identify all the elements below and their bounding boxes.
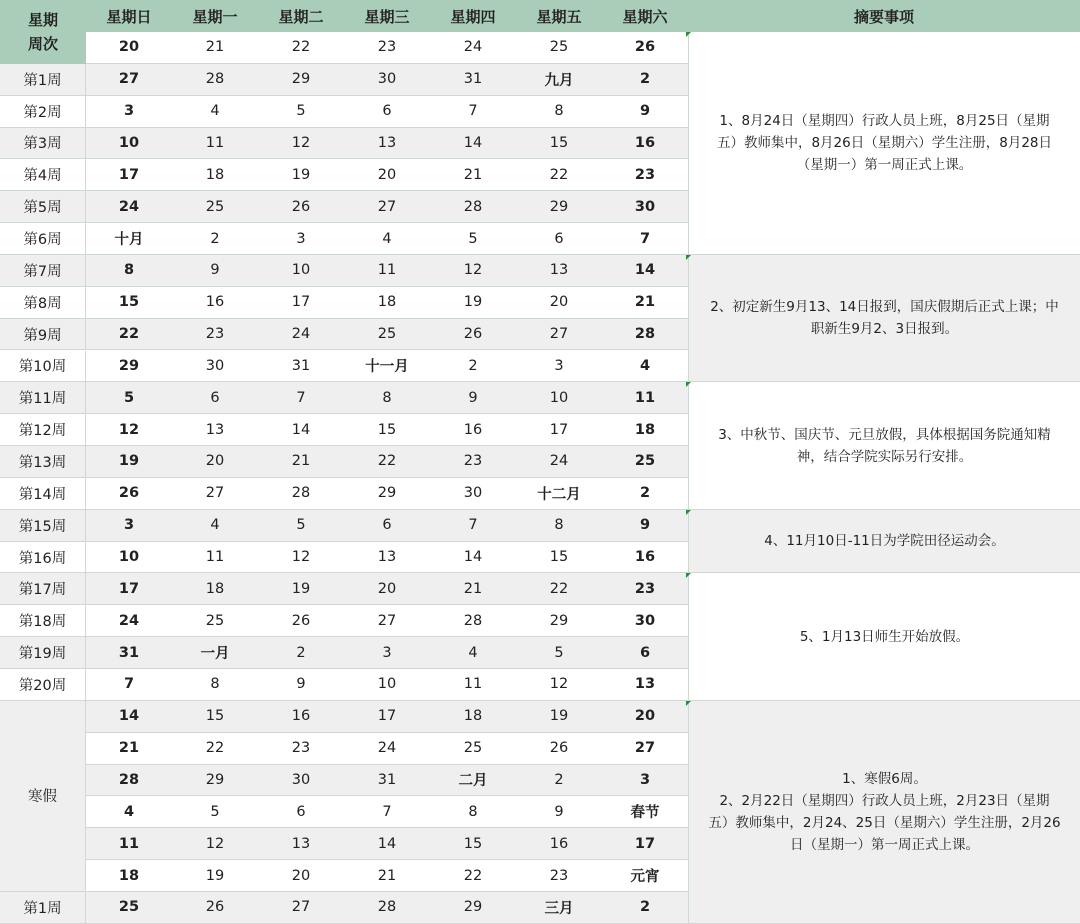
day-cell: 24 <box>516 446 602 478</box>
day-cell: 12 <box>172 828 258 860</box>
day-cell: 11 <box>172 128 258 160</box>
day-cell: 5 <box>258 96 344 128</box>
day-cell: 23 <box>430 446 516 478</box>
day-cell: 9 <box>172 255 258 287</box>
day-cell: 15 <box>516 542 602 574</box>
day-cell: 6 <box>516 223 602 255</box>
day-cell: 22 <box>344 446 430 478</box>
day-cell: 23 <box>172 319 258 351</box>
day-cell: 27 <box>258 892 344 924</box>
day-cell: 21 <box>602 287 688 319</box>
day-cell: 22 <box>516 159 602 191</box>
day-cell: 25 <box>344 319 430 351</box>
week-label: 第10周 <box>0 351 86 383</box>
week-label: 第19周 <box>0 637 86 669</box>
day-cell: 4 <box>172 510 258 542</box>
day-cell: 28 <box>430 191 516 223</box>
day-cell: 19 <box>258 573 344 605</box>
day-cell: 4 <box>602 351 688 383</box>
day-cell: 8 <box>516 96 602 128</box>
day-cell: 12 <box>86 414 172 446</box>
day-cell: 二月 <box>430 765 516 797</box>
day-cell: 30 <box>602 191 688 223</box>
comment-marker-icon <box>686 701 691 706</box>
day-cell: 28 <box>86 765 172 797</box>
day-cell: 26 <box>172 892 258 924</box>
summary-note: 1、寒假6周。 2、2月22日（星期四）行政人员上班，2月23日（星期 五）教师集中，2月24、25日（星期六）学生注册，2月26 日（星期一）第一周正式上课。 <box>688 701 1080 924</box>
day-cell: 19 <box>516 701 602 733</box>
comment-marker-icon <box>686 573 691 578</box>
day-cell: 十一月 <box>344 351 430 383</box>
day-cell: 12 <box>516 669 602 701</box>
day-cell: 15 <box>516 128 602 160</box>
day-cell: 25 <box>602 446 688 478</box>
summary-note: 1、8月24日（星期四）行政人员上班，8月25日（星期 五）教师集中，8月26日（星期六）学生注册，8月28日 （星期一）第一周正式上课。 <box>688 32 1080 255</box>
summary-note: 2、初定新生9月13、14日报到，国庆假期后正式上课；中 职新生9月2、3日报到。 <box>688 255 1080 382</box>
day-cell: 16 <box>430 414 516 446</box>
day-cell: 11 <box>344 255 430 287</box>
day-cell: 20 <box>344 159 430 191</box>
header-day: 星期四 <box>430 0 516 32</box>
day-cell: 22 <box>516 573 602 605</box>
comment-marker-icon <box>686 382 691 387</box>
day-cell: 2 <box>602 64 688 96</box>
day-cell: 17 <box>602 828 688 860</box>
week-label: 第18周 <box>0 605 86 637</box>
day-cell: 22 <box>258 32 344 64</box>
day-cell: 25 <box>430 733 516 765</box>
day-cell: 29 <box>430 892 516 924</box>
day-cell: 3 <box>602 765 688 797</box>
day-cell: 6 <box>602 637 688 669</box>
day-cell: 26 <box>602 32 688 64</box>
day-cell: 31 <box>430 64 516 96</box>
day-cell: 21 <box>430 159 516 191</box>
week-label: 第3周 <box>0 128 86 160</box>
day-cell: 2 <box>602 892 688 924</box>
day-cell: 28 <box>258 478 344 510</box>
week-label: 第5周 <box>0 191 86 223</box>
day-cell: 4 <box>86 796 172 828</box>
day-cell: 20 <box>172 446 258 478</box>
day-cell: 16 <box>172 287 258 319</box>
day-cell: 6 <box>172 382 258 414</box>
day-cell: 11 <box>430 669 516 701</box>
day-cell: 14 <box>430 542 516 574</box>
day-cell: 29 <box>86 351 172 383</box>
day-cell: 9 <box>516 796 602 828</box>
day-cell: 17 <box>344 701 430 733</box>
day-cell: 25 <box>172 605 258 637</box>
header-day: 星期三 <box>344 0 430 32</box>
week-label: 第11周 <box>0 382 86 414</box>
summary-note: 5、1月13日师生开始放假。 <box>688 573 1080 700</box>
day-cell: 18 <box>430 701 516 733</box>
day-cell: 26 <box>430 319 516 351</box>
day-cell: 13 <box>344 542 430 574</box>
day-cell: 20 <box>516 287 602 319</box>
week-label: 第1周 <box>0 892 86 924</box>
day-cell: 29 <box>172 765 258 797</box>
day-cell: 17 <box>86 159 172 191</box>
day-cell: 17 <box>86 573 172 605</box>
day-cell: 8 <box>516 510 602 542</box>
day-cell: 13 <box>172 414 258 446</box>
day-cell: 23 <box>516 860 602 892</box>
day-cell: 15 <box>86 287 172 319</box>
day-cell: 24 <box>86 191 172 223</box>
day-cell: 16 <box>602 542 688 574</box>
week-label: 第2周 <box>0 96 86 128</box>
day-cell: 8 <box>430 796 516 828</box>
day-cell: 25 <box>172 191 258 223</box>
day-cell: 10 <box>516 382 602 414</box>
day-cell: 21 <box>86 733 172 765</box>
day-cell: 28 <box>172 64 258 96</box>
day-cell: 19 <box>430 287 516 319</box>
day-cell: 一月 <box>172 637 258 669</box>
day-cell: 30 <box>258 765 344 797</box>
day-cell: 3 <box>344 637 430 669</box>
day-cell: 21 <box>258 446 344 478</box>
day-cell: 9 <box>602 96 688 128</box>
day-cell: 27 <box>344 605 430 637</box>
header-day: 星期六 <box>602 0 688 32</box>
week-label: 第8周 <box>0 287 86 319</box>
day-cell: 10 <box>86 128 172 160</box>
day-cell: 18 <box>344 287 430 319</box>
day-cell: 22 <box>430 860 516 892</box>
day-cell: 24 <box>344 733 430 765</box>
day-cell: 18 <box>172 573 258 605</box>
day-cell: 29 <box>258 64 344 96</box>
week-label: 第7周 <box>0 255 86 287</box>
day-cell: 6 <box>258 796 344 828</box>
day-cell: 5 <box>258 510 344 542</box>
day-cell: 30 <box>430 478 516 510</box>
day-cell: 26 <box>86 478 172 510</box>
day-cell: 3 <box>516 351 602 383</box>
day-cell: 18 <box>602 414 688 446</box>
day-cell: 26 <box>258 605 344 637</box>
day-cell: 19 <box>172 860 258 892</box>
week-label: 第15周 <box>0 510 86 542</box>
day-cell: 27 <box>86 64 172 96</box>
day-cell: 7 <box>258 382 344 414</box>
corner-weekday-label: 星期 <box>27 10 58 29</box>
day-cell: 3 <box>86 510 172 542</box>
day-cell: 18 <box>172 159 258 191</box>
day-cell: 4 <box>172 96 258 128</box>
day-cell: 20 <box>258 860 344 892</box>
day-cell: 10 <box>344 669 430 701</box>
day-cell: 7 <box>344 796 430 828</box>
week-label: 第9周 <box>0 319 86 351</box>
day-cell: 8 <box>172 669 258 701</box>
day-cell: 27 <box>344 191 430 223</box>
day-cell: 13 <box>602 669 688 701</box>
day-cell: 2 <box>258 637 344 669</box>
day-cell: 7 <box>430 510 516 542</box>
day-cell: 24 <box>86 605 172 637</box>
day-cell: 8 <box>86 255 172 287</box>
day-cell: 14 <box>344 828 430 860</box>
day-cell: 27 <box>602 733 688 765</box>
day-cell: 29 <box>516 191 602 223</box>
day-cell: 十二月 <box>516 478 602 510</box>
day-cell: 24 <box>258 319 344 351</box>
day-cell: 11 <box>86 828 172 860</box>
week-label: 第14周 <box>0 478 86 510</box>
day-cell: 19 <box>258 159 344 191</box>
day-cell: 3 <box>258 223 344 255</box>
day-cell: 10 <box>86 542 172 574</box>
corner-week-label: 周次 <box>27 34 58 53</box>
week-label: 第13周 <box>0 446 86 478</box>
day-cell: 27 <box>516 319 602 351</box>
day-cell: 5 <box>430 223 516 255</box>
day-cell: 15 <box>430 828 516 860</box>
day-cell: 28 <box>602 319 688 351</box>
day-cell: 23 <box>602 159 688 191</box>
day-cell: 6 <box>344 96 430 128</box>
header-day: 星期日 <box>86 0 172 32</box>
day-cell: 13 <box>258 828 344 860</box>
day-cell: 5 <box>86 382 172 414</box>
day-cell: 7 <box>430 96 516 128</box>
day-cell: 31 <box>344 765 430 797</box>
day-cell: 22 <box>172 733 258 765</box>
day-cell: 7 <box>602 223 688 255</box>
day-cell: 25 <box>516 32 602 64</box>
day-cell: 7 <box>86 669 172 701</box>
day-cell: 28 <box>344 892 430 924</box>
header-summary: 摘要事项 <box>688 0 1080 32</box>
day-cell: 16 <box>602 128 688 160</box>
day-cell: 10 <box>258 255 344 287</box>
day-cell: 12 <box>258 128 344 160</box>
day-cell: 13 <box>516 255 602 287</box>
week-label: 第12周 <box>0 414 86 446</box>
week-label: 第16周 <box>0 542 86 574</box>
day-cell: 20 <box>86 32 172 64</box>
day-cell: 26 <box>516 733 602 765</box>
week-label: 第20周 <box>0 669 86 701</box>
winter-break-label: 寒假 <box>0 701 86 892</box>
day-cell: 12 <box>430 255 516 287</box>
week-label: 第6周 <box>0 223 86 255</box>
day-cell: 3 <box>86 96 172 128</box>
comment-marker-icon <box>686 255 691 260</box>
day-cell: 6 <box>344 510 430 542</box>
day-cell: 9 <box>602 510 688 542</box>
day-cell: 16 <box>516 828 602 860</box>
day-cell: 十月 <box>86 223 172 255</box>
day-cell: 24 <box>430 32 516 64</box>
day-cell: 11 <box>602 382 688 414</box>
header-corner <box>0 0 86 64</box>
day-cell: 2 <box>430 351 516 383</box>
day-cell: 25 <box>86 892 172 924</box>
day-cell: 13 <box>344 128 430 160</box>
day-cell: 17 <box>516 414 602 446</box>
day-cell: 14 <box>258 414 344 446</box>
day-cell: 20 <box>344 573 430 605</box>
day-cell: 元宵 <box>602 860 688 892</box>
day-cell: 20 <box>602 701 688 733</box>
week-label: 第1周 <box>0 64 86 96</box>
day-cell: 春节 <box>602 796 688 828</box>
day-cell: 30 <box>344 64 430 96</box>
day-cell: 12 <box>258 542 344 574</box>
day-cell: 30 <box>602 605 688 637</box>
header-day: 星期一 <box>172 0 258 32</box>
day-cell: 27 <box>172 478 258 510</box>
day-cell: 14 <box>430 128 516 160</box>
day-cell: 8 <box>344 382 430 414</box>
summary-note: 3、中秋节、国庆节、元旦放假，具体根据国务院通知精 神，结合学院实际另行安排。 <box>688 382 1080 509</box>
comment-marker-icon <box>686 32 691 37</box>
day-cell: 29 <box>344 478 430 510</box>
day-cell: 18 <box>86 860 172 892</box>
day-cell: 4 <box>430 637 516 669</box>
day-cell: 5 <box>172 796 258 828</box>
comment-marker-icon <box>686 510 691 515</box>
day-cell: 30 <box>172 351 258 383</box>
day-cell: 2 <box>516 765 602 797</box>
summary-note: 4、11月10日-11日为学院田径运动会。 <box>688 510 1080 574</box>
day-cell: 16 <box>258 701 344 733</box>
day-cell: 15 <box>172 701 258 733</box>
day-cell: 9 <box>430 382 516 414</box>
day-cell: 2 <box>602 478 688 510</box>
day-cell: 31 <box>86 637 172 669</box>
day-cell: 9 <box>258 669 344 701</box>
day-cell: 21 <box>430 573 516 605</box>
day-cell: 14 <box>86 701 172 733</box>
day-cell: 23 <box>602 573 688 605</box>
week-label: 第17周 <box>0 573 86 605</box>
day-cell: 11 <box>172 542 258 574</box>
day-cell: 28 <box>430 605 516 637</box>
header-day: 星期二 <box>258 0 344 32</box>
week-label: 第4周 <box>0 159 86 191</box>
day-cell: 三月 <box>516 892 602 924</box>
day-cell: 21 <box>344 860 430 892</box>
day-cell: 26 <box>258 191 344 223</box>
day-cell: 21 <box>172 32 258 64</box>
day-cell: 23 <box>344 32 430 64</box>
day-cell: 5 <box>516 637 602 669</box>
day-cell: 29 <box>516 605 602 637</box>
day-cell: 4 <box>344 223 430 255</box>
day-cell: 17 <box>258 287 344 319</box>
day-cell: 31 <box>258 351 344 383</box>
header-day: 星期五 <box>516 0 602 32</box>
day-cell: 19 <box>86 446 172 478</box>
day-cell: 15 <box>344 414 430 446</box>
day-cell: 14 <box>602 255 688 287</box>
day-cell: 九月 <box>516 64 602 96</box>
day-cell: 2 <box>172 223 258 255</box>
day-cell: 23 <box>258 733 344 765</box>
day-cell: 22 <box>86 319 172 351</box>
